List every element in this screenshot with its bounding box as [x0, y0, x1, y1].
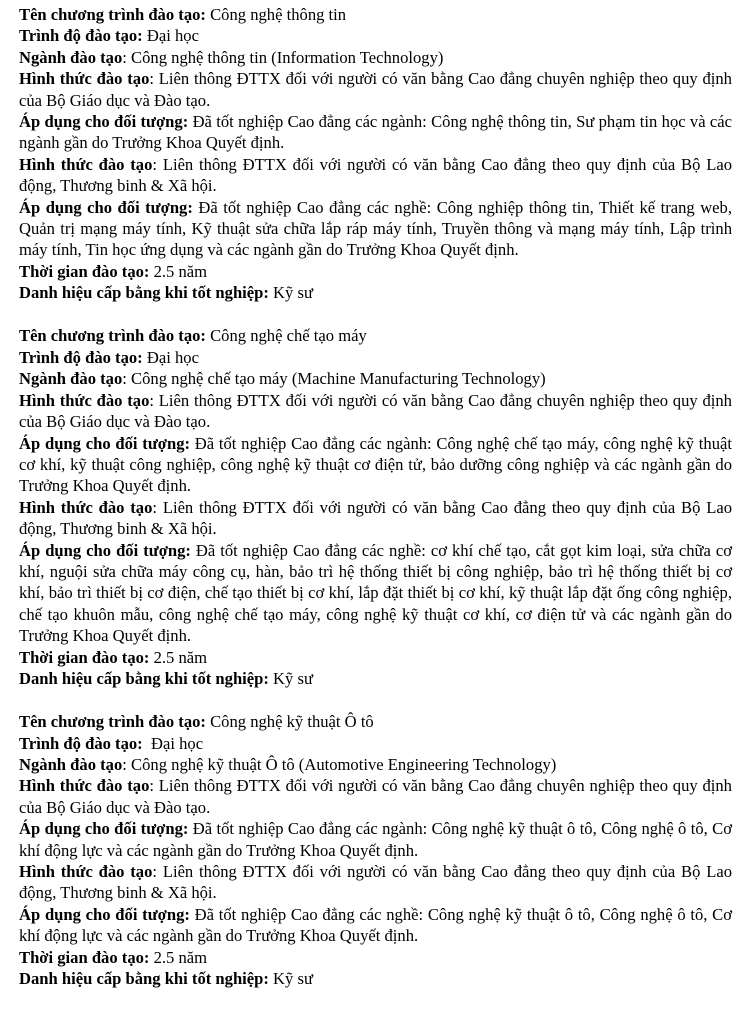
training-form-field — [19, 68, 732, 111]
field-label: Áp dụng cho đối tượng: — [19, 433, 191, 453]
program-information-technology — [19, 4, 732, 304]
eligibility-field — [19, 818, 732, 861]
field-value: Đã tốt nghiệp Cao đẳng các nghề: Công nghệ kỹ thuật ô tô, Công nghệ ô tô, Cơ khí động lực và các ngành gần do Trưởng Khoa Quyết định. — [19, 904, 732, 946]
field-label: Ngành đào tạo — [19, 755, 123, 774]
eligibility-field — [19, 111, 732, 154]
field-value: Đã tốt nghiệp Cao đẳng các nghề: cơ khí chế tạo, cắt gọt kim loại, sửa chữa cơ khí, nguội sửa chữa máy công cụ, hàn, bảo trì hệ thống thiết bị công nghiệp, bảo trì hệ thống thiết bị cơ khí, bảo trì thiết bị cơ điện, chế tạo thiết bị cơ khí, lắp đặt thiết bị cơ khí, kỹ thuật lắp đặt ống công nghiệp, chế tạo khuôn mẫu, công nghệ chế tạo máy, công nghệ kỹ thuật cơ khí, cơ điện tử và các ngành gần do Trưởng Khoa Quyết định. — [19, 540, 732, 646]
field-label: Hình thức đào tạo — [19, 497, 153, 517]
training-form-field — [19, 390, 732, 433]
field-value: Kỹ sư — [268, 969, 313, 989]
field-value: : Công nghệ kỹ thuật Ô tô (Automotive Engineering Technology) — [122, 755, 557, 774]
field-value: Đã tốt nghiệp Cao đẳng các ngành: Công nghệ thông tin, Sư phạm tin học và các ngành gần do Trưởng Khoa Quyết định. — [19, 112, 733, 153]
eligibility-field — [19, 433, 732, 497]
field-label: Hình thức đào tạo — [19, 69, 150, 89]
degree-title-field — [19, 968, 732, 989]
field-label: Áp dụng cho đối tượng: — [19, 904, 190, 924]
field-value: 2.5 năm — [149, 647, 208, 667]
field-label: Áp dụng cho đối tượng: — [19, 197, 193, 217]
field-value: : Liên thông ĐTTX đối với người có văn bằng Cao đẳng chuyên nghiệp theo quy định của Bộ Giáo dục và Đào tạo. — [19, 69, 732, 110]
field-value: Công nghệ kỹ thuật Ô tô — [205, 712, 374, 732]
field-value: : Công nghệ chế tạo máy (Machine Manufacturing Technology) — [122, 369, 546, 389]
field-label: Ngành đào tạo — [19, 369, 123, 389]
field-value: Đã tốt nghiệp Cao đẳng các ngành: Công nghệ kỹ thuật ô tô, Công nghệ ô tô, Cơ khí động lực và các ngành gần do Trưởng Khoa Quyết định. — [19, 819, 732, 860]
training-form-field — [19, 497, 732, 540]
field-value: Kỹ sư — [268, 283, 313, 303]
field-label: Thời gian đào tạo: — [19, 947, 150, 967]
field-value: 2.5 năm — [149, 261, 208, 281]
field-value: Đại học — [142, 733, 204, 753]
field-value: : Liên thông ĐTTX đối với người có văn bằng Cao đẳng theo quy định của Bộ Lao động, Thương binh & Xã hội. — [19, 497, 732, 539]
training-form-field — [19, 861, 732, 904]
eligibility-field — [19, 904, 732, 947]
field-label: Tên chương trình đào tạo: — [19, 326, 206, 346]
field-value: : Liên thông ĐTTX đối với người có văn bằng Cao đẳng chuyên nghiệp theo quy định của Bộ Giáo dục và Đào tạo. — [19, 776, 732, 817]
training-form-field — [19, 154, 732, 197]
training-level-field — [19, 25, 732, 46]
training-level-field — [19, 733, 732, 754]
field-label: Danh hiệu cấp bằng khi tốt nghiệp: — [19, 668, 269, 688]
field-label: Danh hiệu cấp bằng khi tốt nghiệp: — [19, 969, 269, 989]
field-value: Đã tốt nghiệp Cao đẳng các nghề: Công nghiệp thông tin, Thiết kế trang web, Quản trị mạng máy tính, Kỹ thuật sửa chữa lắp ráp máy tính, Truyền thông và mạng máy tính, Lập trình máy tính, Tin học ứng dụng và các ngành gần do Trưởng Khoa Quyết định. — [19, 197, 732, 260]
program-machine-manufacturing — [19, 325, 732, 689]
duration-field — [19, 261, 732, 282]
field-label: Hình thức đào tạo — [19, 154, 153, 174]
field-label: Tên chương trình đào tạo: — [19, 5, 206, 24]
field-value: : Liên thông ĐTTX đối với người có văn bằng Cao đẳng theo quy định của Bộ Lao động, Thương binh & Xã hội. — [19, 154, 732, 196]
field-value: 2.5 năm — [149, 947, 208, 967]
field-label: Áp dụng cho đối tượng: — [19, 112, 189, 132]
field-label: Hình thức đào tạo — [19, 390, 150, 410]
eligibility-field — [19, 197, 732, 261]
program-name-field — [19, 325, 732, 346]
duration-field — [19, 647, 732, 668]
field-label: Trình độ đào tạo: — [19, 347, 143, 367]
field-label: Thời gian đào tạo: — [19, 261, 150, 281]
field-label: Ngành đào tạo — [19, 47, 123, 67]
major-field — [19, 754, 732, 775]
field-value: Công nghệ thông tin — [205, 5, 347, 24]
field-label: Tên chương trình đào tạo: — [19, 712, 206, 732]
field-label: Trình độ đào tạo: — [19, 26, 143, 46]
major-field — [19, 368, 732, 389]
training-form-field — [19, 775, 732, 818]
field-value: Đại học — [142, 347, 199, 367]
degree-title-field — [19, 282, 732, 303]
field-label: Thời gian đào tạo: — [19, 647, 150, 667]
field-label: Danh hiệu cấp bằng khi tốt nghiệp: — [19, 283, 269, 303]
training-level-field — [19, 347, 732, 368]
duration-field — [19, 947, 732, 968]
field-value: : Liên thông ĐTTX đối với người có văn bằng Cao đẳng chuyên nghiệp theo quy định của Bộ Giáo dục và Đào tạo. — [19, 390, 732, 432]
field-label: Hình thức đào tạo — [19, 776, 150, 796]
program-name-field — [19, 4, 732, 25]
field-label: Trình độ đào tạo: — [19, 733, 143, 753]
degree-title-field — [19, 668, 732, 689]
field-label: Hình thức đào tạo — [19, 862, 153, 882]
field-value: Đã tốt nghiệp Cao đẳng các ngành: Công nghệ chế tạo máy, công nghệ kỹ thuật cơ khí, kỹ thuật công nghiệp, công nghệ kỹ thuật cơ điện tử, bảo dưỡng công nghiệp và các ngành gần do Trưởng Khoa Quyết định. — [19, 433, 732, 496]
field-value: : Công nghệ thông tin (Information Technology) — [122, 47, 444, 67]
program-automotive-engineering — [19, 711, 732, 989]
eligibility-field — [19, 540, 732, 647]
field-label: Áp dụng cho đối tượng: — [19, 540, 191, 560]
field-value: Đại học — [142, 26, 199, 46]
program-name-field — [19, 711, 732, 732]
field-value: Công nghệ chế tạo máy — [205, 326, 367, 346]
field-value: : Liên thông ĐTTX đối với người có văn bằng Cao đẳng theo quy định của Bộ Lao động, Thương binh & Xã hội. — [19, 862, 732, 903]
field-value: Kỹ sư — [268, 668, 313, 688]
field-label: Áp dụng cho đối tượng: — [19, 819, 189, 839]
major-field — [19, 47, 732, 68]
